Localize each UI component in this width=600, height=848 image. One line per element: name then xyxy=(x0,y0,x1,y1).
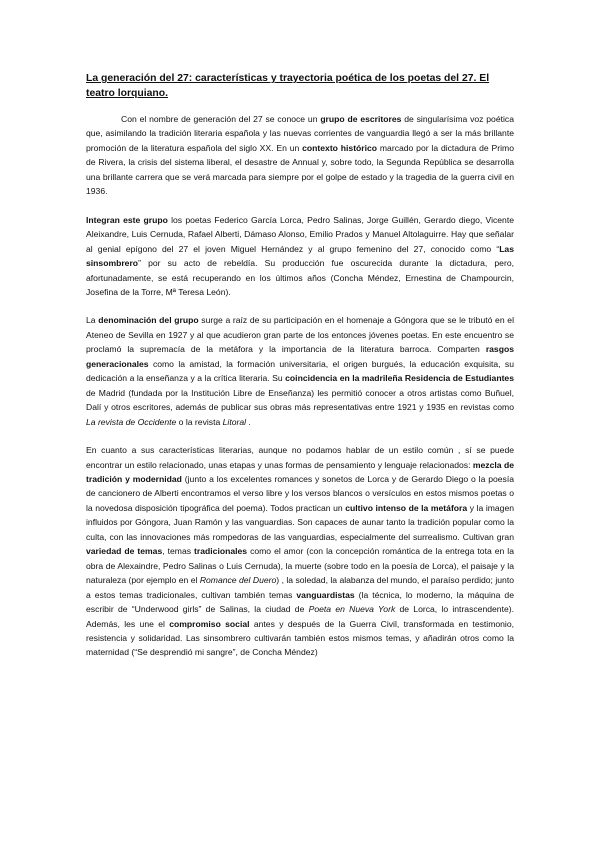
text-run: como el amor (con la concepción romántica de la entrega tota en la obra de Alexaindre, Pedro Salinas o Luis Cernuda), la muerte (sobre todo en la poesía de Lorca), el paisaje y la naturaleza (por ejemplo en el xyxy=(86,546,514,586)
bold-text: compromiso social xyxy=(169,618,250,629)
bold-text: variedad de temas xyxy=(86,546,163,557)
bold-text: coincidencia en la madrileña Residencia de Estudiantes xyxy=(285,373,514,384)
italic-text: Romance del Duero xyxy=(199,575,277,586)
bold-text: Las sinsombrero xyxy=(86,243,514,269)
bold-text: tradicionales xyxy=(194,546,248,557)
text-run: En cuanto a sus características literarias, aunque no podamos hablar de un estilo común , sí se puede encontrar un estilo relacionado, unas etapas y unas formas de pensamiento y lenguaje relacionados: xyxy=(86,445,514,470)
text-run: La xyxy=(86,315,99,326)
text-run: de Madrid (fundada por la Institución Libre de Enseñanza) les permitió conocer a otros artistas como Buñuel, Dalí y otros escritores, además de publicar sus obras más representativas entre 1921 y 1935 en revistas como xyxy=(86,387,514,413)
paragraph-p1 xyxy=(86,112,514,199)
text-run: de singularísima voz poética que, asimilando la tradición literaria española y las nuevas corrientes de vanguardia llegó a ser la más brillante promoción de la literatura española del siglo XX. En un xyxy=(86,114,514,153)
text-run: surge a raíz de su participación en el homenaje a Góngora que se le tributó en el Ateneo de Sevilla en 1927 y al que acudieron gran parte de los entonces jóvenes poetas. En este encuentro se proclamó la supremacía de la metáfora y la importancia de la literatura barroca. Comparten xyxy=(86,315,514,355)
bold-text: cultivo intenso de la metáfora xyxy=(345,502,468,513)
bold-text: vanguardistas xyxy=(296,589,355,600)
document-body xyxy=(86,71,514,674)
text-run: (la técnica, lo moderno, la máquina de escribir de “Underwood girls” de Salinas, la ciudad de xyxy=(86,589,514,615)
text-run: ” por su acto de rebeldía. Su producción fue oscurecida durante la dictadura, pero, afortunadamente, se está recuperando en los últimos años (Concha Méndez, Ernestina de Champourcin, Josefina de la Torre, Mª Teresa León). xyxy=(86,258,514,297)
text-run: Con el nombre de generación del 27 se conoce un xyxy=(121,114,321,124)
italic-text: Litoral xyxy=(222,416,247,427)
bold-text: grupo de escritores xyxy=(320,114,402,124)
text-run: marcado por la dictadura de Primo de Rivera, la crisis del sistema liberal, el desastre de Annual y, sobre todo, la Segunda República se desarrolla una brillante carrera que se verá marcada para siempre por el golpe de estado y la tragedia de la guerra civil en 1936. xyxy=(86,142,514,197)
paragraph-p2 xyxy=(86,213,514,300)
text-run: antes y después de la Guerra Civil, transformada en testimonio, resistencia y solidaridad. Las sinsombrero cultivarán también estos mismos temas, y añadirán otros como la maternidad (“Se desprendió mi sangre”, de Concha Méndez) xyxy=(86,618,514,658)
text-run: , temas xyxy=(162,546,195,557)
bold-text: rasgos generacionales xyxy=(86,344,514,369)
bold-text: contexto histórico xyxy=(302,142,378,153)
document-title: La generación del 27: características y trayectoria poética de los poetas del 27. El teatro lorquiano. xyxy=(86,73,490,99)
text-run: como la amistad, la formación universitaria, el origen burgués, la educación exquisita, su dedicación a la enseñanza y a la crítica literaria. Su xyxy=(86,358,514,384)
text-run: ) , la soledad, la alabanza del mundo, el paraíso perdido; junto a estos temas tradicionales, cultivan también temas xyxy=(86,575,514,600)
paragraph-p4 xyxy=(86,443,514,660)
bold-text: Integran este grupo xyxy=(86,214,168,225)
paragraph-list xyxy=(86,112,514,660)
text-run: (junto a los excelentes romances y sonetos de Lorca y de Gerardo Diego o la poesía de cancionero de Alberti encontramos el verso libre y los versos blancos o versículos en estos mismos poetas o la novedosa disposición tipográfica del poema). Todos practican un xyxy=(86,473,514,513)
paragraph-p3 xyxy=(86,313,514,429)
text-run: y la imagen influidos por Góngora, Juan Ramón y las vanguardias. Son capaces de aunar tanto la tradición popular como la culta, con las innovaciones más rompedoras de las vanguardias, especialmente del surrealismo. Cultivan gran xyxy=(86,502,514,542)
text-run: los poetas Federico García Lorca, Pedro Salinas, Jorge Guillén, Gerardo diego, Vicente Aleixandre, Luis Cernuda, Rafael Alberti, Dámaso Alonso, Emilio Prados y Manuel Altolaguirre. Hay que señalar al genial epígono del 27 el joven Miguel Hernández y al grupo femenino del 27, conocido como “ xyxy=(86,214,515,254)
bold-text: denominación del grupo xyxy=(98,315,199,326)
text-run: . xyxy=(246,416,251,427)
text-run: o la revista xyxy=(176,416,223,427)
text-run: de Lorca, lo intrascendente). Además, les une el xyxy=(86,604,514,629)
italic-text: La revista de Occidente xyxy=(86,416,177,427)
italic-text: Poeta en Nueva York xyxy=(308,604,396,615)
bold-text: mezcla de tradición y modernidad xyxy=(86,459,514,484)
